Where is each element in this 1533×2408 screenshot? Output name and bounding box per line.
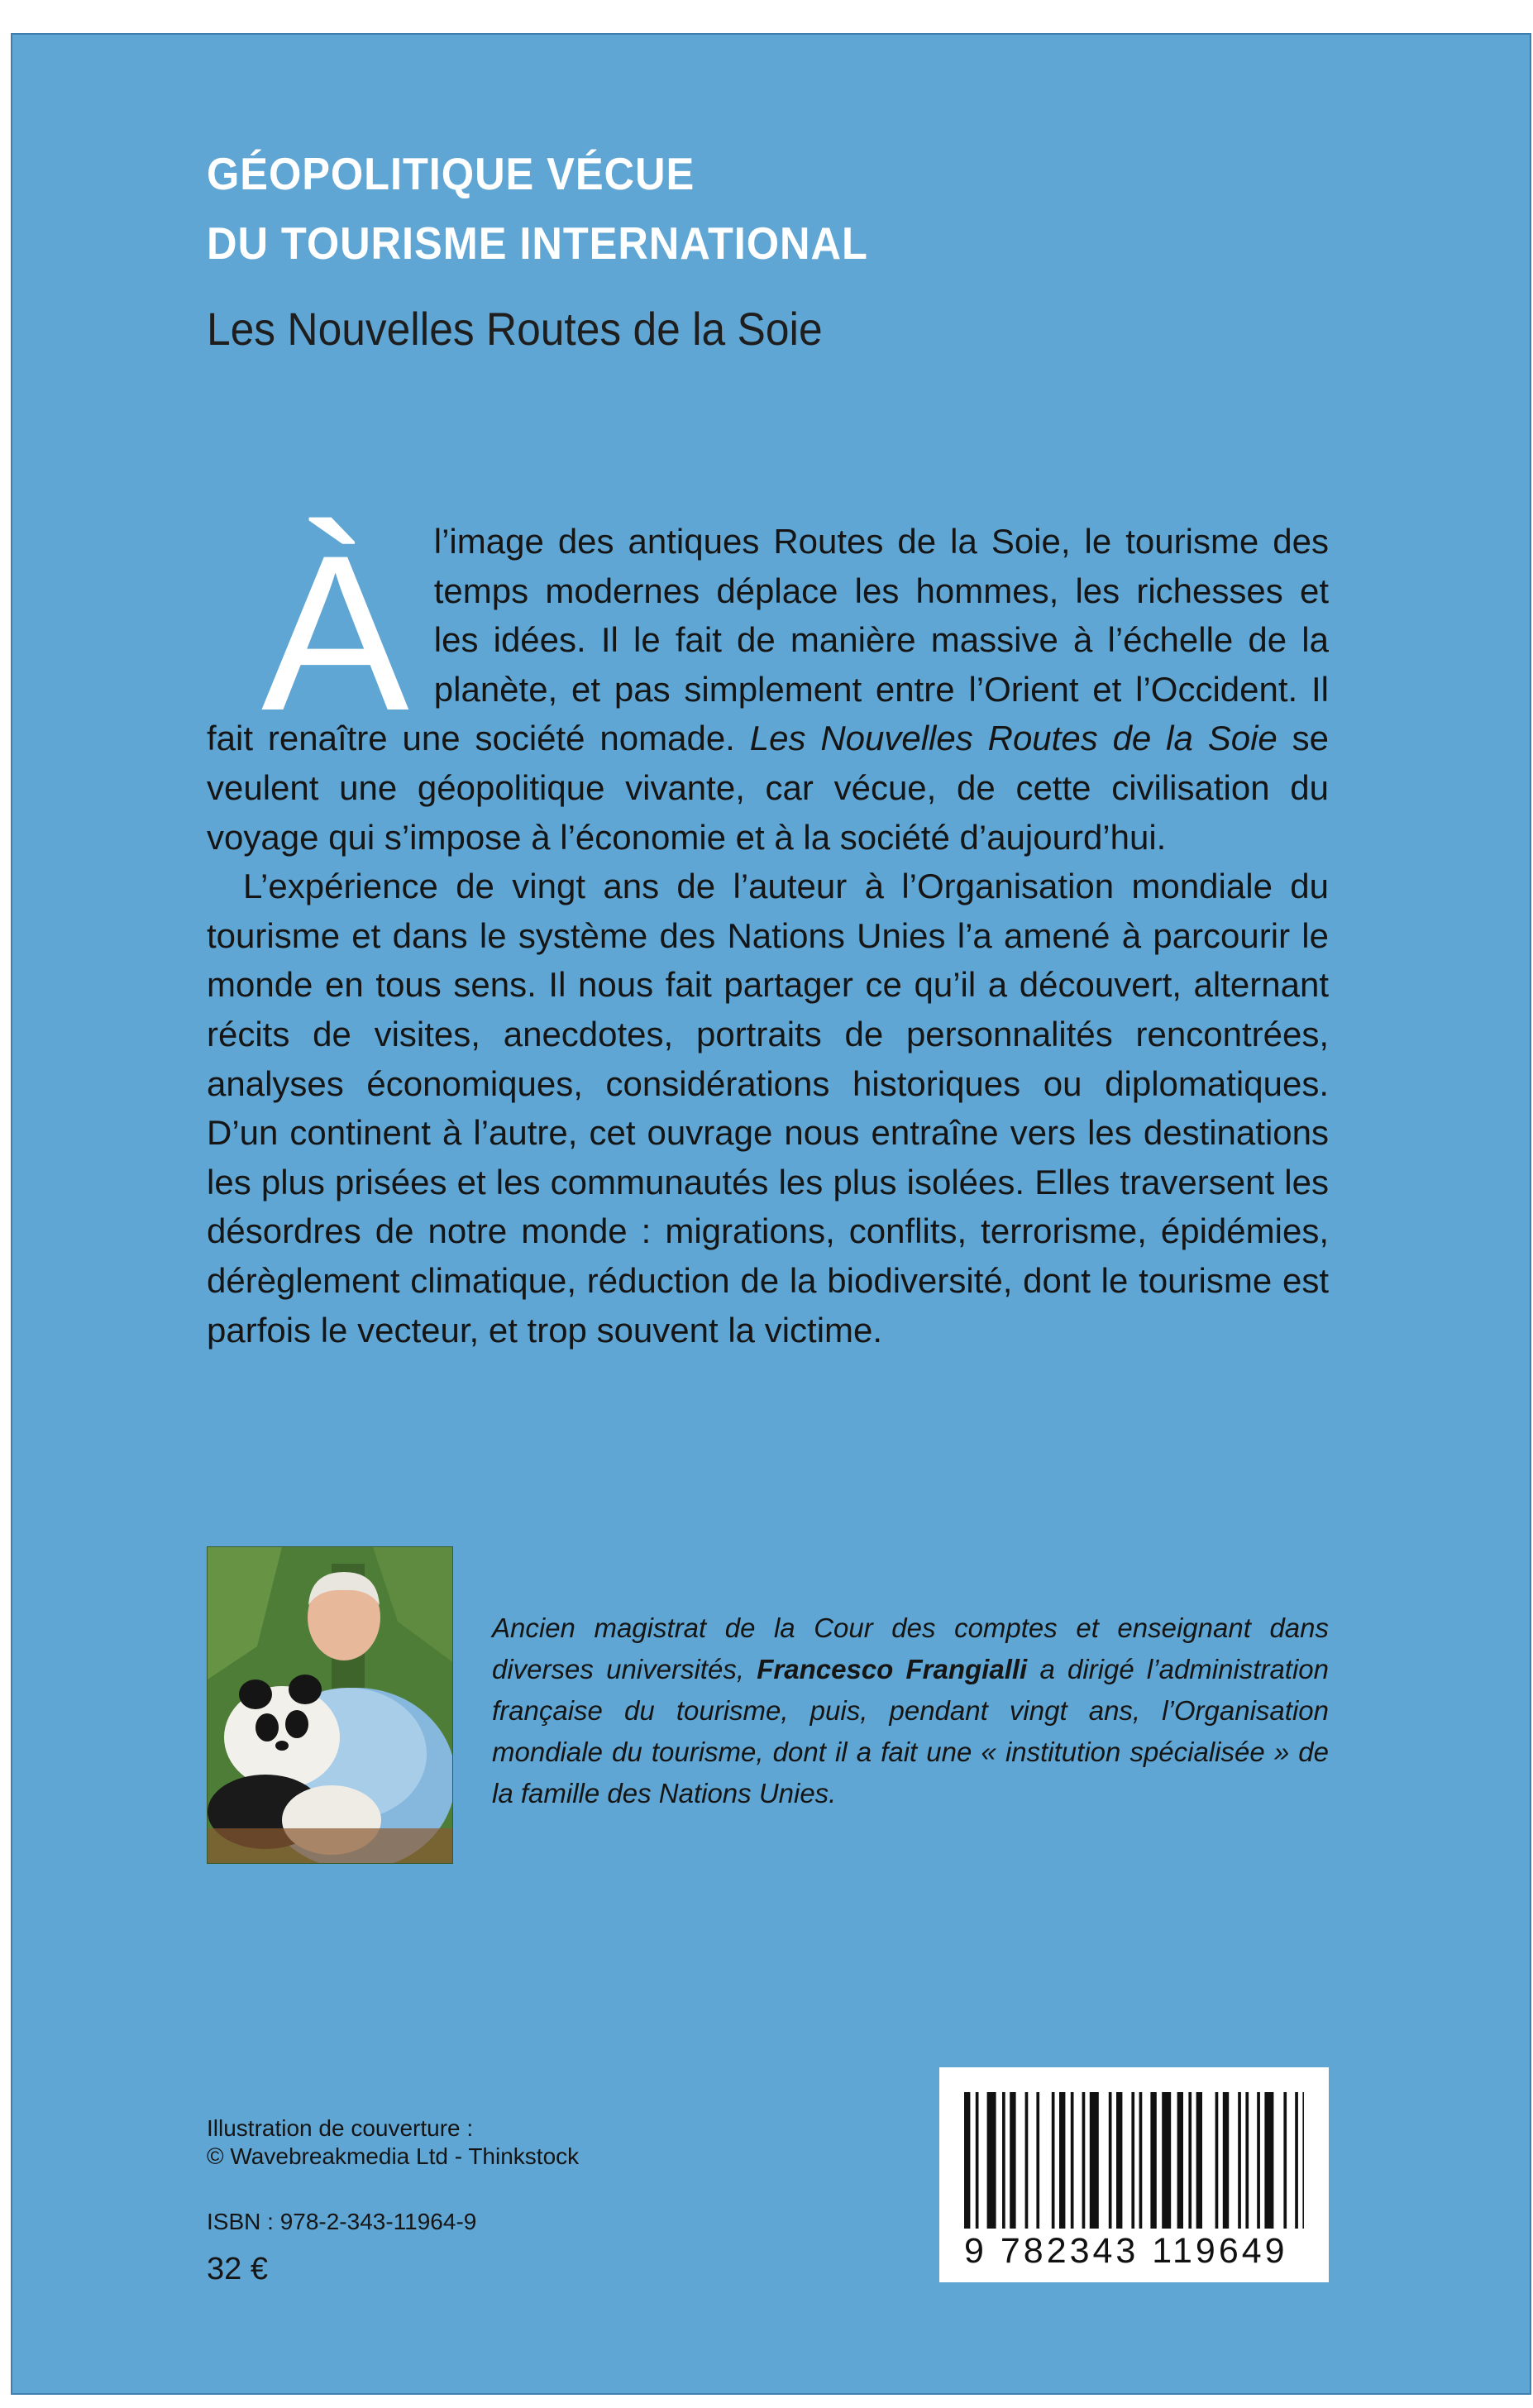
barcode-bar <box>1215 2092 1219 2229</box>
barcode-bar <box>1295 2092 1298 2229</box>
book-title-line2: DU TOURISME INTERNATIONAL <box>207 217 868 269</box>
barcode-bar <box>1188 2092 1192 2229</box>
barcode-bar <box>1283 2092 1287 2229</box>
barcode-bar <box>1223 2092 1229 2229</box>
cover-credit <box>207 2114 579 2171</box>
barcode-bar <box>964 2092 970 2229</box>
author-bio <box>492 1608 1329 1814</box>
barcode-bar <box>987 2092 996 2229</box>
author-photo <box>207 1546 453 1864</box>
barcode-bar <box>1302 2092 1304 2229</box>
author-bio-mid: a dirigé l’administration française du tourisme, puis, pendant vingt ans, l’Organisation mondiale du tourisme, dont il a fait une <box>492 1654 1330 1767</box>
barcode-bars <box>964 2092 1304 2233</box>
blurb-text <box>207 509 1330 1354</box>
author-photo-illustration <box>208 1547 453 1864</box>
author-name: Francesco Frangialli <box>757 1654 1028 1684</box>
barcode <box>939 2067 1329 2282</box>
barcode-bar <box>1264 2092 1273 2229</box>
barcode-bar <box>1082 2092 1086 2229</box>
barcode-bar <box>976 2092 979 2229</box>
book-title-line1: GÉOPOLITIQUE VÉCUE <box>207 148 695 199</box>
barcode-bar <box>1059 2092 1065 2229</box>
blurb-paragraph-1 <box>207 509 1330 862</box>
cover-credit-line1: Illustration de couverture : <box>207 2115 474 2141</box>
barcode-bar <box>1177 2092 1183 2229</box>
drop-cap: À <box>261 509 409 757</box>
author-bio-end: de la famille des Nations Unies. <box>492 1737 1329 1808</box>
blurb-paragraph-2: L’expérience de vingt ans de l’auteur à l’Organisation mondiale du tourisme et dans le système des Nations Unies l’a amené à parcourir le monde en tous sens. Il nous fait partager ce qu’il a découvert, alternant récits de visites, anecdotes, portraits de personnalités rencontrées, analyses économiques, considérations historiques ou diplomatiques. D’un continent à l’autre, cet ouvrage nous entraîne vers les destinations les plus prisées et les communautés les plus isolées. Elles traversent les désordres de notre monde : migrations, conflits, terrorisme, épidémies, dérèglement climatique, réduction de la biodiversité, dont le tourisme est parfois le vecteur, et trop souvent la victime. <box>207 867 1329 1350</box>
barcode-bar <box>1150 2092 1156 2229</box>
barcode-bar <box>1139 2092 1143 2229</box>
book-subtitle: Les Nouvelles Routes de la Soie <box>207 303 823 355</box>
author-bio-quote: « institution spécialisée » <box>981 1737 1290 1767</box>
isbn: ISBN : 978-2-343-11964-9 <box>207 2209 477 2234</box>
blurb-p1-start: l’image des antiques Routes de la Soie, le tourisme des temps modernes déplace les hommes, les richesses et les idées. Il le fait de manière massive à l’échelle de la planète, et pas simplement entre l’Orient et l’Occident. Il fait renaître une société nomade. <box>207 522 1329 758</box>
price: 32 € <box>207 2252 268 2286</box>
barcode-digits: 9 782343 119649 <box>964 2231 1288 2271</box>
author-bio-start: Ancien magistrat de la Cour des comptes et enseignant dans diverses universités, <box>492 1612 1329 1684</box>
blurb-p1-italic: Les Nouvelles Routes de la Soie <box>749 719 1278 758</box>
barcode-bar <box>1025 2092 1029 2229</box>
barcode-bar <box>1238 2092 1241 2229</box>
blurb-p1-end: se veulent une géopolitique vivante, car vécue, de cette civilisation du voyage qui s’impose à l’économie et à la société d’aujourd’hui. <box>207 719 1330 857</box>
book-title <box>207 139 868 278</box>
barcode-bar <box>1052 2092 1055 2229</box>
barcode-bar <box>1010 2092 1015 2229</box>
barcode-bar <box>1245 2092 1249 2229</box>
barcode-bar <box>1162 2092 1171 2229</box>
barcode-bar <box>1257 2092 1260 2229</box>
barcode-bar <box>1071 2092 1074 2229</box>
cover-credit-line2: © Wavebreakmedia Ltd - Thinkstock <box>207 2143 580 2169</box>
barcode-bar <box>1002 2092 1005 2229</box>
barcode-bar <box>1196 2092 1202 2229</box>
barcode-bar <box>1109 2092 1112 2229</box>
barcode-bar <box>1116 2092 1122 2229</box>
page-edge <box>0 0 11 2408</box>
barcode-bar <box>1036 2092 1039 2229</box>
barcode-bar <box>1131 2092 1134 2229</box>
barcode-bar <box>1090 2092 1099 2229</box>
